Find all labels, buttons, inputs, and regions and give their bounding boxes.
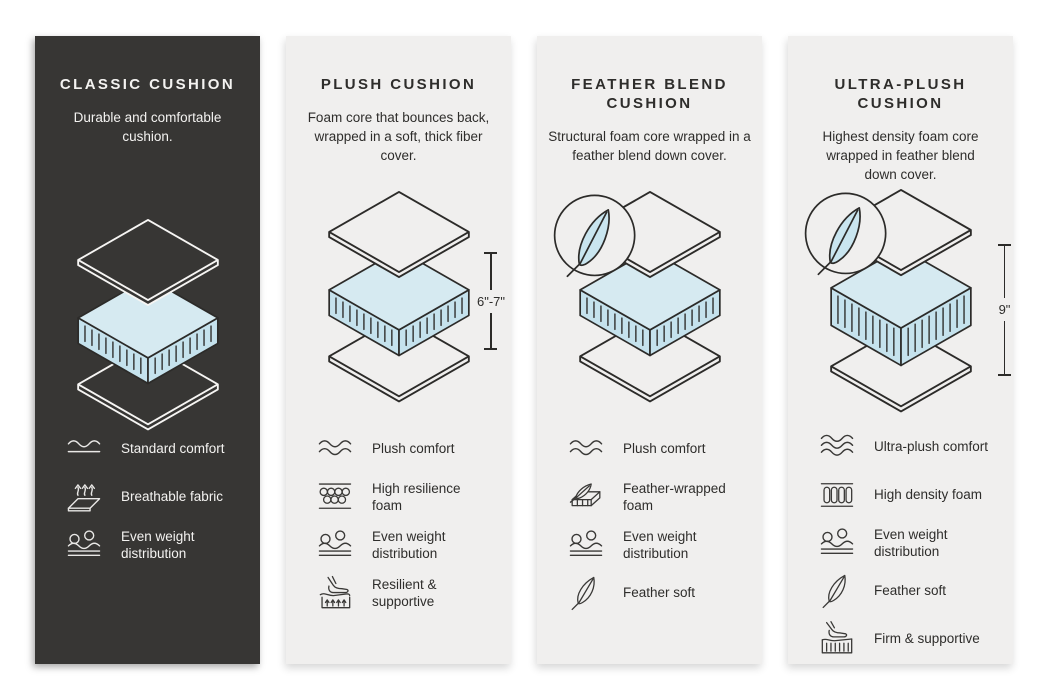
even-weight-icon xyxy=(816,524,858,562)
feature-label: Resilient & supportive xyxy=(372,576,437,609)
cushion-illustration xyxy=(537,186,762,414)
panel-title: FEATHER BLEND CUSHION xyxy=(571,76,728,112)
measure-cap xyxy=(998,374,1011,376)
thickness-measurement xyxy=(998,244,1011,376)
feature-row xyxy=(565,526,742,564)
feature-label: Firm & supportive xyxy=(874,631,980,647)
feature-row xyxy=(314,478,491,516)
even-weight-icon xyxy=(565,526,607,564)
measure-line xyxy=(490,313,492,349)
feather-icon xyxy=(565,574,607,612)
measure-cap xyxy=(484,348,497,350)
cushion-illustration xyxy=(286,186,511,414)
feature-row xyxy=(565,574,742,612)
panel-header xyxy=(788,36,1013,184)
feature-label: Even weight distribution xyxy=(623,528,697,561)
foot-mattress-icon xyxy=(816,620,858,658)
feature-label: Feather soft xyxy=(623,585,696,601)
feature-row xyxy=(816,572,993,610)
feature-label: Even weight distribution xyxy=(372,528,446,561)
feature-label: Breathable fabric xyxy=(121,489,224,505)
feature-label: Ultra-plush comfort xyxy=(874,439,989,455)
layered-cushion-diagram-with-feather xyxy=(552,186,748,404)
layered-cushion-diagram xyxy=(301,186,497,404)
feature-row xyxy=(816,428,993,466)
cushion-illustration xyxy=(788,184,1013,412)
cushion-illustration xyxy=(35,186,260,414)
wave-double-icon xyxy=(314,430,356,468)
breathable-fabric-icon xyxy=(63,478,105,516)
feature-label: High density foam xyxy=(874,487,983,503)
panel-title: PLUSH CUSHION xyxy=(320,76,477,93)
feature-row xyxy=(816,524,993,562)
wave-triple-icon xyxy=(816,428,858,466)
panel-feather-blend-cushion xyxy=(537,36,762,664)
feature-label: Plush comfort xyxy=(372,441,455,457)
feather-icon xyxy=(816,572,858,610)
feature-label: High resilience foam xyxy=(372,480,461,513)
feature-row xyxy=(314,574,491,612)
feature-row xyxy=(565,430,742,468)
feature-row xyxy=(816,620,993,658)
panel-description: Durable and comfortable cushion. xyxy=(73,109,222,144)
panel-title: CLASSIC CUSHION xyxy=(59,76,236,93)
panel-description: Highest density foam core wrapped in feather blend down cover. xyxy=(822,128,979,182)
feature-row xyxy=(314,430,491,468)
panel-header xyxy=(537,36,762,186)
layered-cushion-diagram-with-feather xyxy=(803,184,999,414)
feature-label: Even weight distribution xyxy=(874,526,948,559)
measure-line xyxy=(1004,321,1006,374)
honeycomb-foam-icon xyxy=(314,478,356,516)
feature-row xyxy=(63,526,240,564)
foam-cells-icon xyxy=(816,476,858,514)
feature-row xyxy=(816,476,993,514)
wave-single-icon xyxy=(63,430,105,468)
feature-row xyxy=(314,526,491,564)
feature-row xyxy=(63,478,240,516)
features-list xyxy=(35,430,260,574)
measure-line xyxy=(490,254,492,290)
thickness-measurement xyxy=(477,252,505,350)
panel-plush-cushion xyxy=(286,36,511,664)
feather-foam-icon xyxy=(565,478,607,516)
layered-cushion-diagram xyxy=(50,214,246,432)
features-list xyxy=(788,428,1013,668)
panel-description: Foam core that bounces back, wrapped in a soft, thick fiber cover. xyxy=(307,109,490,164)
panel-description: Structural foam core wrapped in a feather blend down cover. xyxy=(548,128,751,163)
panel-header xyxy=(286,36,511,186)
measure-label: 6"-7" xyxy=(476,293,505,309)
panel-title: ULTRA-PLUSH CUSHION xyxy=(834,76,967,112)
feature-label: Even weight distribution xyxy=(121,528,195,561)
feature-label: Feather soft xyxy=(874,583,947,599)
panel-classic-cushion xyxy=(35,36,260,664)
measure-label: 9" xyxy=(998,302,1011,318)
even-weight-icon xyxy=(314,526,356,564)
foot-pressure-icon xyxy=(314,574,356,612)
feature-row xyxy=(565,478,742,516)
panel-header xyxy=(35,36,260,186)
feature-label: Standard comfort xyxy=(121,441,225,457)
feature-row xyxy=(63,430,240,468)
features-list xyxy=(286,430,511,622)
measure-line xyxy=(1004,246,1006,299)
feature-label: Feather-wrapped foam xyxy=(623,480,726,513)
features-list xyxy=(537,430,762,622)
panel-ultra-plush-cushion xyxy=(788,36,1013,664)
even-weight-icon xyxy=(63,526,105,564)
wave-double-icon xyxy=(565,430,607,468)
feature-label: Plush comfort xyxy=(623,441,706,457)
